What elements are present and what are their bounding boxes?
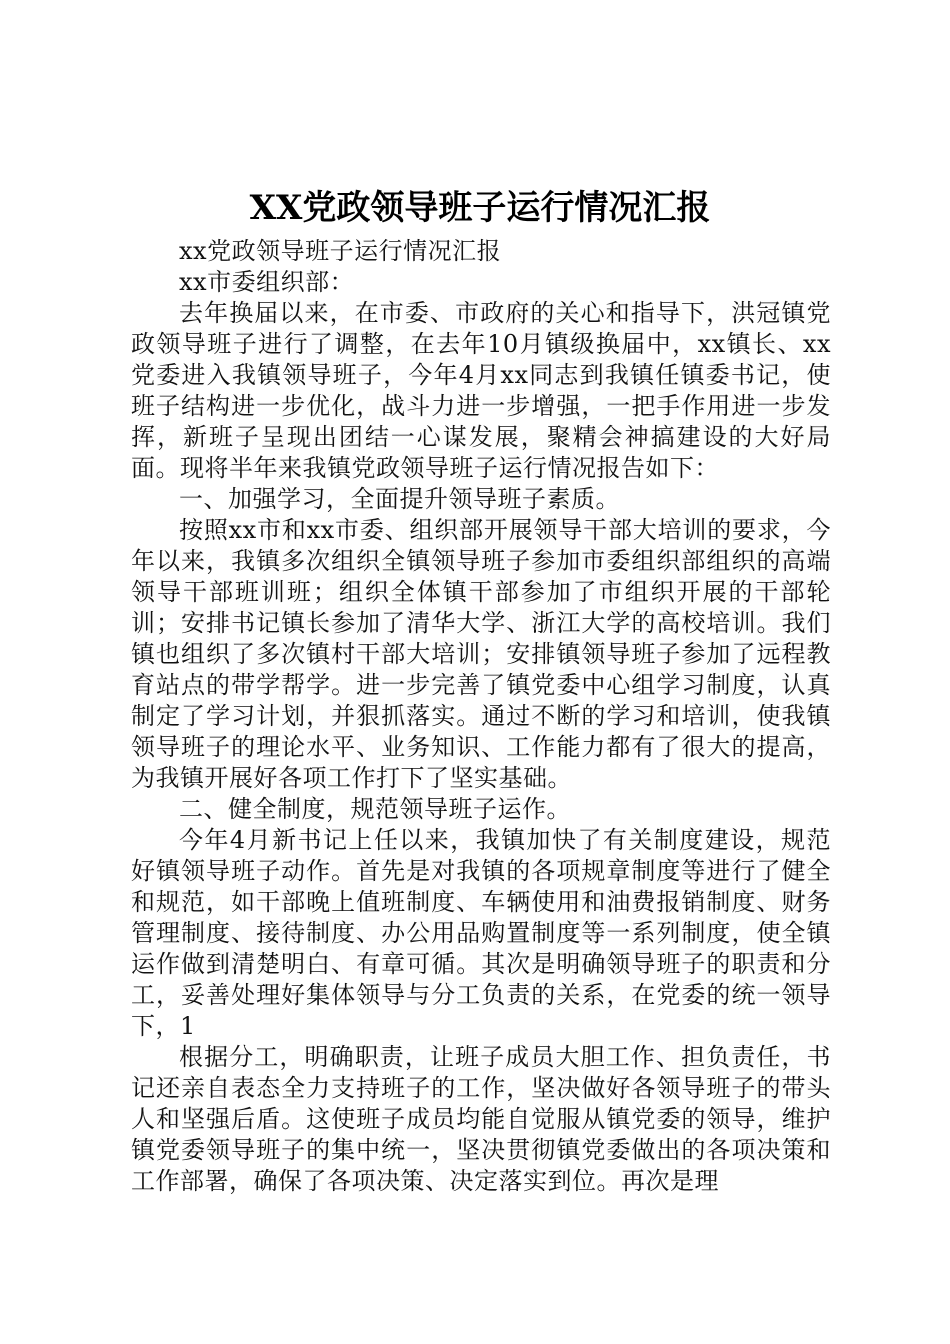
body-paragraph: 今年4月新书记上任以来，我镇加快了有关制度建设，规范好镇领导班子动作。首先是对我镇的各项规章制度等进行了健全和规范，如干部晚上值班制度、车辆使用和油费报销制度、财务管理制度、接待制度、办公用品购置制度等一系列制度，使全镇运作做到清楚明白、有章可循。其次是明确领导班子的职责和分工，妥善处理好集体领导与分工负责的关系，在党委的统一领导下，1: [131, 826, 831, 1040]
recipient-line: xx市委组织部：: [179, 268, 355, 296]
document-title: XX党政领导班子运行情况汇报: [249, 188, 711, 228]
body-paragraph: 根据分工，明确职责，让班子成员大胆工作、担负责任，书记还亲自表态全力支持班子的工作，坚决做好各领导班子的带头人和坚强后盾。这使班子成员均能自觉服从镇党委的领导，维护镇党委领导班子的集中统一，坚决贯彻镇党委做出的各项决策和工作部署，确保了各项决策、决定落实到位。再次是理: [131, 1043, 831, 1195]
subtitle-line: xx党政领导班子运行情况汇报: [179, 237, 502, 265]
body-paragraph: 去年换届以来，在市委、市政府的关心和指导下，洪冠镇党政领导班子进行了调整，在去年10月镇级换届中，xx镇长、xx党委进入我镇领导班子，今年4月xx同志到我镇任镇委书记，使班子结构进一步优化，战斗力进一步增强，一把手作用进一步发挥，新班子呈现出团结一心谋发展，聚精会神搞建设的大好局面。现将半年来我镇党政领导班子运行情况报告如下：: [131, 299, 831, 482]
body-paragraph: 按照xx市和xx市委、组织部开展领导干部大培训的要求，今年以来，我镇多次组织全镇领导班子参加市委组织部组织的高端领导干部班训班；组织全体镇干部参加了市组织开展的干部轮训；安排书记镇长参加了清华大学、浙江大学的高校培训。我们镇也组织了多次镇村干部大培训；安排镇领导班子参加了远程教育站点的带学帮学。进一步完善了镇党委中心组学习制度，认真制定了学习计划，并狠抓落实。通过不断的学习和培训，使我镇领导班子的理论水平、业务知识、工作能力都有了很大的提高，为我镇开展好各项工作打下了坚实基础。: [131, 516, 831, 792]
document-body: [131, 236, 831, 1197]
section-heading: 一、加强学习，全面提升领导班子素质。: [179, 485, 620, 513]
section-heading: 二、健全制度，规范领导班子运作。: [179, 795, 571, 823]
